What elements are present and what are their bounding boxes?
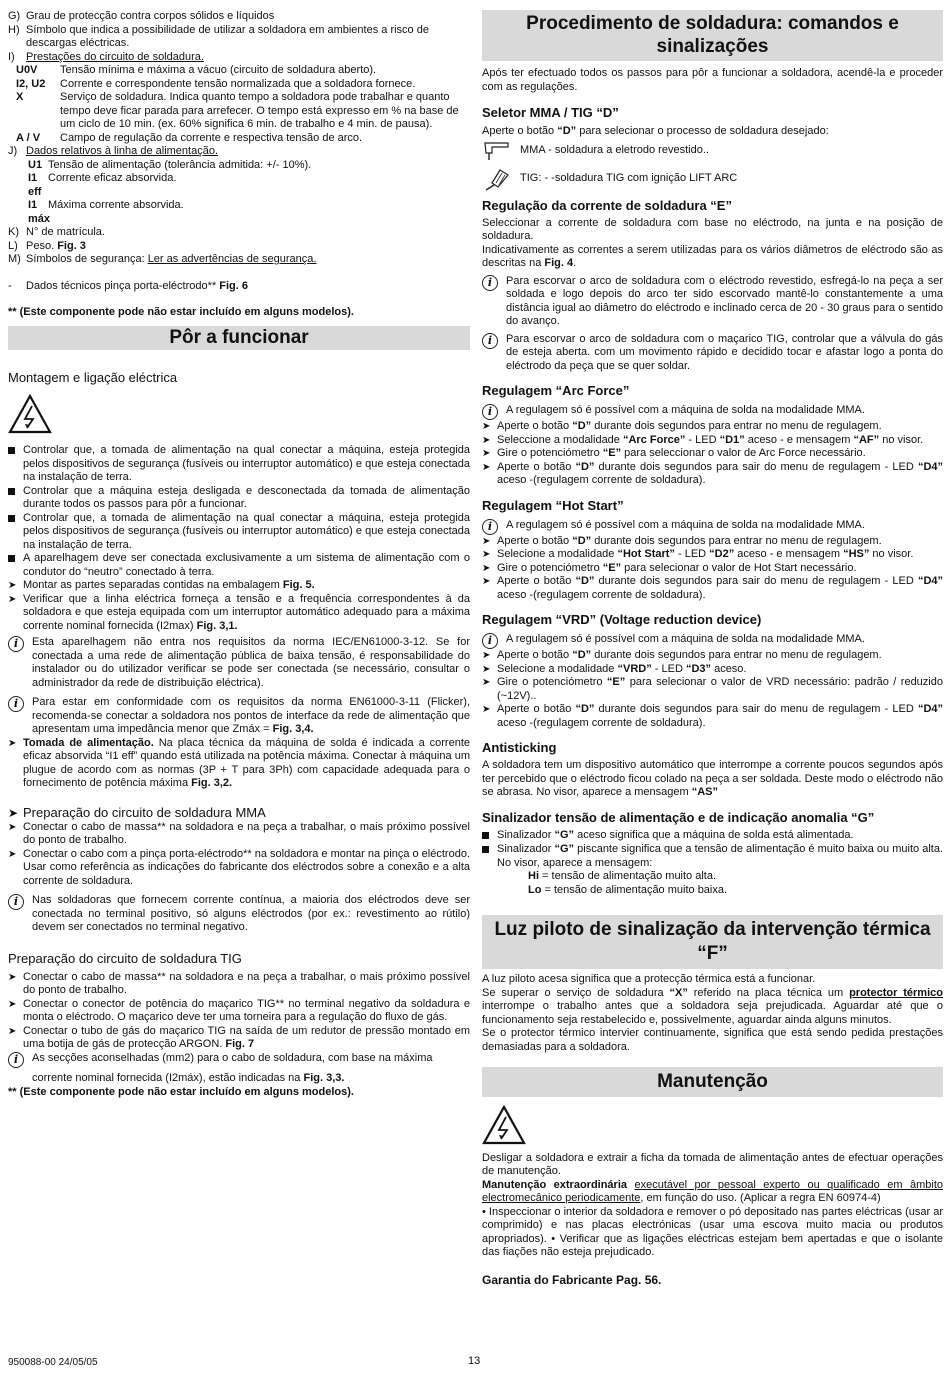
section-title-mma: ➤ Preparação do circuito de soldadura MMA bbox=[8, 804, 266, 820]
arc-force-steps bbox=[482, 420, 943, 488]
item-text bbox=[497, 663, 943, 677]
item-text bbox=[497, 829, 943, 844]
item-text bbox=[497, 434, 943, 448]
arrow-bullet-icon: ➤ bbox=[8, 821, 17, 833]
item-part: no visor. bbox=[869, 548, 914, 560]
info-note: i A regulagem só é possível com a máquina de solda na modalidade MMA. bbox=[482, 633, 943, 649]
banner-luz-piloto: Luz piloto de sinalização da intervenção térmica “F” bbox=[482, 915, 943, 969]
square-bullet-icon bbox=[8, 485, 23, 512]
spec-text: Tensão de alimentação (tolerância admitida: +/- 10%). bbox=[48, 158, 312, 171]
item-part: durante dois segundos para sair do menu de regulagem - LED bbox=[594, 703, 918, 715]
spec-text: Tensão mínima e máxima a vácuo (circuito de soldadura aberto). bbox=[60, 64, 377, 76]
item-part: aceso significa que a máquina de solda está alimentada. bbox=[574, 828, 854, 841]
item-part: no visor. bbox=[879, 433, 924, 446]
item-text bbox=[497, 535, 943, 549]
spec-text: Corrente eficaz absorvida. bbox=[48, 172, 177, 184]
info-icon: i bbox=[8, 636, 24, 652]
info-note: i A regulagem só é possível com a máquina de solda na modalidade MMA. bbox=[482, 519, 943, 535]
item-text bbox=[23, 1025, 470, 1052]
mma-list bbox=[8, 821, 470, 889]
page-number: 13 bbox=[468, 1355, 481, 1367]
intro-text: Após ter efectuado todos os passos para pôr a funcionar a soldadora, acendê-la e proceder com as regulações. bbox=[482, 67, 943, 93]
list-item bbox=[482, 575, 943, 602]
list-item bbox=[8, 1025, 470, 1052]
item-bold: “E” bbox=[606, 676, 626, 688]
item-bold: “D” bbox=[575, 703, 595, 715]
item-bold: “HS” bbox=[843, 548, 870, 560]
spec-key: L) bbox=[8, 239, 18, 252]
info-icon: i bbox=[482, 333, 498, 349]
spec-text: Peso. bbox=[26, 239, 55, 252]
seletor-text: Aperte o botão “D” para selecionar o processo de soldadura desejado: bbox=[482, 125, 829, 137]
list-item bbox=[8, 821, 470, 848]
checklist-square bbox=[8, 444, 470, 579]
left-column bbox=[8, 10, 470, 1099]
spec-value bbox=[26, 10, 470, 24]
square-bullet-icon bbox=[8, 552, 23, 579]
spec-link: Ler as advertências de segurança. bbox=[147, 253, 317, 265]
spec-row bbox=[8, 91, 470, 132]
info-icon: i bbox=[482, 275, 498, 291]
warning-triangle-icon bbox=[482, 1105, 943, 1150]
item-part: aceso - e mensagem bbox=[744, 433, 854, 446]
sinalizador-list bbox=[482, 829, 943, 871]
item-text bbox=[23, 971, 470, 998]
lo-line: Lo = tensão de alimentação muito baixa. bbox=[528, 883, 728, 896]
banner-manutencao: Manutenção bbox=[482, 1067, 943, 1097]
list-item bbox=[8, 485, 470, 512]
arrow-bullet-icon: ➤ bbox=[482, 421, 491, 432]
spec-key: X bbox=[16, 91, 24, 103]
item-text bbox=[23, 998, 470, 1025]
spec-row bbox=[8, 199, 470, 226]
spec-key: H) bbox=[8, 23, 20, 36]
mma-mode-row: MMA - soldadura a eletrodo revestido.. bbox=[482, 141, 943, 161]
list-item bbox=[8, 971, 470, 998]
item-part: durante dois segundos para entrar no menu de regulagem. bbox=[591, 534, 882, 547]
item-part: aceso. bbox=[711, 662, 747, 675]
item-part: para seleccionar o valor de Arc Force necessário. bbox=[621, 447, 866, 459]
item-part: aceso - e mensagem bbox=[734, 548, 844, 560]
item-part: durante dois segundos para entrar no menu de regulagem. bbox=[591, 649, 882, 661]
item-bold: “D” bbox=[572, 420, 592, 432]
section-title-arc-force: Regulagem “Arc Force” bbox=[482, 383, 630, 398]
square-bullet-icon bbox=[8, 444, 23, 485]
item-part: Aperte o botão bbox=[497, 534, 573, 547]
item-text bbox=[497, 447, 943, 461]
arrow-item-tomada: ➤ Tomada de alimentação. Na placa técnica da máquina de solda é indicada a corrente eficaz absorvida “I1 eff” quando está utilizada na potência máxima. Conectar à máquina um plugue de acordo com as normas (3P + T para 3Ph) com capacidade adequada para o fornecimento de potência máxima Fig. 3,2. bbox=[8, 736, 470, 789]
info-icon: i bbox=[8, 696, 24, 712]
item-text: Controlar que, a tomada de alimentação na qual conectar a máquina, esteja protegida pelos dispositivos de segurança (fusíveis ou interruptor automático) e que esteja conectada na instalação de terra. bbox=[23, 444, 470, 483]
spec-key: I2, U2 bbox=[16, 77, 46, 90]
item-part: Selecione a modalidade bbox=[497, 548, 618, 560]
arrow-bullet-icon: ➤ bbox=[482, 562, 491, 574]
item-bold: “D4” bbox=[917, 460, 943, 473]
item-part: aceso -(regulagem corrente de soldadura). bbox=[497, 716, 706, 729]
arrow-bullet-icon: ➤ bbox=[482, 677, 491, 688]
spec-value bbox=[26, 24, 470, 51]
info-note: i Esta aparelhagem não entra nos requisitos da norma IEC/EN61000-3-12. Se for conectada a uma rede de alimentação pública de baixa tensão, é responsabilidade do instalador ou do utilizador verificar se pode ser conectada (se necessário, consultar o administrador da rede de distribuição eléctrica). bbox=[8, 636, 470, 690]
item-bold: “Arc Force” bbox=[622, 433, 686, 446]
item-part: Conectar o tubo de gás do maçarico TIG na saída de um redutor de pressão montado em uma botija de gás de protecção ARGON. bbox=[23, 1024, 470, 1050]
item-part: Sinalizador bbox=[497, 828, 555, 841]
item-text: Controlar que a máquina esteja desligada e desconectada da tomada de alimentação durante todos os passos para pôr a funcionar. bbox=[23, 484, 470, 510]
item-text: Conectar o cabo com a pinça porta-eléctrodo** na soldadora e montar na pinça o eléctrodo. Usar como referência as indicações do fabricante dos eléctrodos sobre a conexão e a alta corrente de soldadura. bbox=[23, 847, 470, 887]
banner-por-a-funcionar: Pôr a funcionar bbox=[8, 326, 470, 350]
arrow-bullet-icon: ➤ bbox=[482, 461, 491, 473]
list-item bbox=[482, 649, 943, 663]
section-title-vrd: Regulagem “VRD” (Voltage reduction device) bbox=[482, 612, 762, 627]
spec-value bbox=[60, 132, 470, 146]
item-bold: “Hot Start” bbox=[617, 548, 675, 560]
spec-value bbox=[60, 91, 470, 132]
arrow-bullet-icon: ➤ bbox=[8, 998, 17, 1010]
item-part: Aperte o botão bbox=[497, 703, 576, 715]
item-bold: “D2” bbox=[709, 548, 735, 560]
man-p3: • Inspeccionar o interior da soldadora e remover o pó depositado nas partes eléctricas (usar ar comprimido) e nas placas electrónicas (usar uma escova muito macia ou produtos apropriados). • Verificar que as ligações eléctricas estejam bem apertadas e que o isolante das fiações não esteja prejudicado. bbox=[482, 1205, 943, 1258]
spec-value bbox=[60, 78, 470, 92]
square-bullet-icon bbox=[482, 843, 497, 870]
item-bold: “D1” bbox=[719, 433, 745, 446]
section-title-seletor: Seletor MMA / TIG “D” bbox=[482, 105, 619, 120]
item-text bbox=[497, 649, 943, 663]
spec-value bbox=[60, 64, 470, 78]
spec-fig: Fig. 3 bbox=[57, 239, 86, 252]
garantia: Garantia do Fabricante Pag. 56. bbox=[482, 1272, 662, 1287]
man-p2: Manutenção extraordinária executável por pessoal experto ou qualificado em âmbito electromecânico periodicamente, em função do uso. (Aplicar a regra EN 60974-4) bbox=[482, 1178, 944, 1204]
list-item bbox=[8, 444, 470, 485]
spec-value bbox=[26, 51, 470, 65]
square-bullet-icon bbox=[8, 512, 23, 553]
hot-start-steps bbox=[482, 535, 943, 603]
spec-row bbox=[8, 78, 470, 92]
info-icon: i bbox=[8, 894, 24, 910]
spec-row bbox=[8, 159, 470, 173]
spec-value bbox=[48, 199, 470, 226]
item-bold: “D” bbox=[572, 534, 592, 547]
arrow-bullet-icon: ➤ bbox=[482, 650, 491, 661]
spec-text: Campo de regulação da corrente e respectiva tensão de arco. bbox=[60, 131, 363, 144]
arrow-bullet-icon: ➤ bbox=[482, 663, 491, 675]
item-part: Gire o potenciómetro bbox=[497, 447, 603, 459]
info-note: i Nas soldadoras que fornecem corrente contínua, a maioria dos eléctrodos deve ser conectada no terminal positivo, só alguns eléctrodos (por ex.: revestimento ao rútilo) devem ser conectados no terminal negativo. bbox=[8, 894, 470, 935]
spec-text: Grau de protecção contra corpos sólidos e líquidos bbox=[26, 10, 275, 22]
section-title-montagem: Montagem e ligação eléctrica bbox=[8, 369, 178, 385]
item-bold: “D” bbox=[575, 575, 595, 587]
arrow-bullet-icon: ➤ bbox=[8, 593, 17, 605]
banner-procedimento: Procedimento de soldadura: comandos e sinalizações bbox=[482, 10, 943, 61]
list-item bbox=[8, 848, 470, 889]
arrow-bullet-icon: ➤ bbox=[482, 704, 491, 715]
item-fig: Fig. 7 bbox=[225, 1038, 255, 1050]
list-item bbox=[482, 420, 943, 434]
item-part: Aperte o botão bbox=[497, 460, 576, 473]
arrow-bullet-icon: ➤ bbox=[482, 576, 491, 587]
square-bullet-icon bbox=[482, 829, 497, 844]
arrow-bullet-icon: ➤ bbox=[8, 580, 17, 591]
spec-list-klm bbox=[8, 226, 470, 267]
item-part: Gire o potenciómetro bbox=[497, 561, 603, 574]
spec-key: K) bbox=[8, 226, 19, 238]
section-title-regulacao: Regulação da corrente de soldadura “E” bbox=[482, 197, 732, 213]
item-part: Selecione a modalidade bbox=[497, 662, 618, 675]
spec-list-i bbox=[8, 64, 470, 145]
spec-text: Símbolo que indica a possibilidade de utilizar a soldadora em ambientes a risco de descargas eléctricas. bbox=[26, 23, 429, 49]
item-text bbox=[497, 843, 943, 870]
section-title-sinalizador: Sinalizador tensão de alimentação e de indicação anomalia “G” bbox=[482, 809, 875, 825]
item-part: Conectar o cabo de massa** na soldadora e na peça a trabalhar, o mais próximo possível do ponto de trabalho. bbox=[23, 970, 470, 996]
item-part: durante dois segundos para sair do menu de regulagem - LED bbox=[594, 575, 918, 587]
section-title-antisticking: Antisticking bbox=[482, 740, 557, 755]
list-item bbox=[482, 562, 943, 576]
warning-triangle-icon bbox=[8, 394, 470, 439]
list-item bbox=[482, 829, 943, 844]
item-part: - LED bbox=[685, 433, 720, 446]
spec-row bbox=[8, 226, 470, 240]
spec-j: J) Dados relativos à linha de alimentação. bbox=[8, 145, 219, 157]
item-text bbox=[497, 548, 943, 562]
list-item bbox=[482, 703, 943, 730]
item-text: A aparelhagem deve ser conectada exclusivamente a um sistema de alimentação com o condutor do “neutro” conectado à terra. bbox=[23, 552, 470, 578]
list-item bbox=[482, 548, 943, 562]
item-part: piscante significa que a tensão de alimentação é muito baixa ou muito alta. No visor, aparece a mensagem: bbox=[497, 843, 943, 869]
list-item bbox=[482, 461, 943, 488]
spec-text: Símbolos de segurança: bbox=[26, 253, 148, 265]
item-bold: “D” bbox=[572, 649, 592, 661]
item-part: para selecionar o valor de VRD necessário: padrão / reduzido (~12V).. bbox=[497, 676, 943, 702]
reg-p2: Indicativamente as correntes a serem utilizadas para os vários diâmetros de eléctrodo são as descritas na Fig. 4. bbox=[482, 243, 943, 269]
item-text bbox=[497, 461, 943, 488]
item-part: Sinalizador bbox=[497, 843, 555, 855]
arrow-bullet-icon: ➤ bbox=[482, 448, 491, 459]
antisticking-text: A soldadora tem um dispositivo automático que interrompe a corrente poucos segundos após ter percebido que o eléctrodo ficou colado na peça a ser soldada. Deste modo o eléctrodo não se abrasa. No visor, aparece a mensagem “AS” bbox=[482, 759, 943, 798]
luz-p2: Se superar o serviço de soldadura “X” referido na placa técnica um protector térmico interrompe o trabalho antes que a soldadora seja prejudicada. Aguardar até que o funcionamento seja restabelecido e, possivelmente, aguardar ainda alguns minutos. bbox=[482, 986, 943, 1026]
arrow-bullet-icon: ➤ bbox=[8, 971, 17, 983]
tig-mode-row: TIG: - -soldadura TIG com ignição LIFT ARC bbox=[482, 167, 943, 191]
arrow-bullet-icon: ➤ bbox=[8, 848, 17, 860]
spec-text: N° de matrícula. bbox=[26, 226, 105, 238]
vrd-steps bbox=[482, 649, 943, 730]
spec-key: G) bbox=[8, 10, 21, 22]
arrow-bullet-icon: ➤ bbox=[8, 737, 17, 749]
spec-text: Serviço de soldadura. Indica quanto tempo a soldadora pode trabalhar e quanto tempo deve ficar parada para arrefecer. O tempo está expresso em % na base de um ciclo de 10 min. (ex. 60% significa 6 min. de trabalho e 4 min. de pausa). bbox=[60, 91, 459, 130]
component-note: ** (Este componente pode não estar incluído em alguns modelos). bbox=[8, 1085, 354, 1098]
item-text bbox=[497, 575, 943, 602]
spec-key: I) bbox=[8, 50, 15, 63]
item-part: para selecionar o valor de Hot Start necessário. bbox=[621, 561, 857, 574]
item-bold: “AF” bbox=[853, 433, 880, 446]
item-part: durante dois segundos para entrar no menu de regulagem. bbox=[591, 420, 882, 432]
item-part: - LED bbox=[674, 548, 710, 560]
spec-key: I1 eff bbox=[28, 172, 42, 198]
item-part: Conectar o conector de potência do maçarico TIG** no terminal negativo da soldadura e monta o eléctrodo. O maçarico deve ter uma torneira para a regulação do fluxo de gás. bbox=[23, 997, 470, 1023]
section-title-hot-start: Regulagem “Hot Start” bbox=[482, 497, 624, 513]
spec-value bbox=[26, 240, 470, 254]
arrow-bullet-icon: ➤ bbox=[482, 549, 491, 560]
section-title-tig: Preparação do circuito de soldadura TIG bbox=[8, 950, 242, 966]
tig-list bbox=[8, 971, 470, 1052]
info-note: i Para escorvar o arco de soldadura com o maçarico TIG, controlar que a válvula do gás de esteja aberta. com um movimento rápido e decidido tocar e afastar logo a ponta do eléctrodo da peça que se quer soldar. bbox=[482, 333, 943, 374]
item-bold: “D4” bbox=[917, 575, 943, 587]
item-bold: “E” bbox=[602, 447, 622, 459]
arrow-bullet-icon: ➤ bbox=[482, 434, 491, 446]
info-icon: i bbox=[482, 404, 498, 420]
spec-list-j bbox=[8, 159, 470, 227]
spec-text: Prestações do circuito de soldadura. bbox=[26, 50, 204, 63]
item-bold: “D4” bbox=[917, 703, 943, 715]
item-part: - LED bbox=[651, 662, 686, 675]
item-bold: “D” bbox=[575, 460, 595, 473]
reg-p1: Seleccionar a corrente de soldadura com base no eléctrodo, na junta e na posição de soldadura. bbox=[482, 216, 943, 242]
spec-row bbox=[8, 253, 470, 267]
dados-tecnicos-line: - Dados técnicos pinça porta-eléctrodo** Fig. 6 bbox=[8, 279, 248, 292]
arrow-item: ➤ Montar as partes separadas contidas na embalagem Fig. 5. bbox=[8, 579, 315, 591]
item-text: Controlar que, a tomada de alimentação na qual conectar a máquina, esteja protegida pelos dispositivos de segurança (fusíveis ou interruptor automático) e que esteja conectada na instalação de terra. bbox=[23, 511, 470, 551]
info-icon: i bbox=[8, 1052, 24, 1068]
spec-key: A / V bbox=[16, 131, 41, 144]
item-text: Conectar o cabo de massa** na soldadora e na peça a trabalhar, o mais próximo possível do ponto de trabalho. bbox=[23, 820, 470, 846]
item-text bbox=[497, 562, 943, 576]
electrode-holder-icon bbox=[482, 141, 512, 161]
item-part: Aperte o botão bbox=[497, 420, 573, 432]
luz-p3: Se o protector térmico intervier continuamente, significa que está sendo pedida prestações demasiadas para a soldadora. bbox=[482, 1027, 943, 1053]
item-part: Aperte o botão bbox=[497, 649, 573, 661]
spec-value bbox=[48, 172, 470, 199]
hi-line: Hi = tensão de alimentação muito alta. bbox=[528, 870, 717, 882]
item-bold: “G” bbox=[554, 843, 575, 855]
spec-key: M) bbox=[8, 253, 21, 265]
list-item bbox=[482, 535, 943, 549]
spec-list-ghi bbox=[8, 10, 470, 64]
list-item bbox=[482, 447, 943, 461]
spec-row bbox=[8, 10, 470, 24]
component-note: ** (Este componente pode não estar incluído em alguns modelos). bbox=[8, 306, 354, 318]
spec-row bbox=[8, 64, 470, 78]
item-bold: “G” bbox=[554, 828, 575, 841]
doc-code: 950088-00 24/05/05 bbox=[8, 1357, 98, 1368]
spec-value bbox=[26, 226, 470, 240]
tig-torch-icon bbox=[482, 167, 512, 191]
info-note: i A regulagem só é possível com a máquina de solda na modalidade MMA. bbox=[482, 404, 943, 420]
list-item bbox=[482, 663, 943, 677]
item-part: aceso -(regulagem corrente de soldadura). bbox=[497, 588, 706, 601]
list-item bbox=[8, 512, 470, 553]
arrow-bullet-icon: ➤ bbox=[482, 535, 491, 547]
item-part: Aperte o botão bbox=[497, 575, 576, 587]
info-note: i Para escorvar o arco de soldadura com o eléctrodo revestido, esfregá-lo na peça a ser soldada e logo depois do arco ter sido escorvado mantê-lo constantemente a uma distância igual ao diâmetro do eléctrodo e inclinado cerca de 20 - 30 graus para o sentido do avanço. bbox=[482, 275, 943, 329]
item-part: durante dois segundos para sair do menu de regulagem - LED bbox=[594, 460, 918, 473]
list-item bbox=[8, 998, 470, 1025]
spec-row bbox=[8, 51, 470, 65]
item-text bbox=[497, 676, 943, 703]
spec-key: U1 bbox=[28, 158, 43, 171]
arrow-bullet-icon: ➤ bbox=[8, 1025, 17, 1037]
spec-text: Corrente e correspondente tensão normalizada que a soldadora fornece. bbox=[60, 77, 416, 90]
item-text bbox=[497, 703, 943, 730]
arrow-bullet-icon: ➤ bbox=[8, 805, 19, 820]
info-note: i Para estar em conformidade com os requisitos da norma EN61000-3-11 (Flicker), recomenda-se conectar a soldadora nos pontos de interface da rede de alimentação que apresentam uma impedância menor que Zmáx = Fig. 3,4. bbox=[8, 696, 470, 737]
list-item bbox=[8, 552, 470, 579]
item-bold: “VRD” bbox=[617, 662, 652, 675]
spec-value bbox=[48, 159, 470, 173]
item-part: aceso -(regulagem corrente de soldadura). bbox=[497, 474, 706, 486]
spec-row bbox=[8, 132, 470, 146]
info-icon: i bbox=[482, 633, 498, 649]
list-item bbox=[482, 434, 943, 448]
spec-text: Máxima corrente absorvida. bbox=[48, 199, 184, 211]
luz-p1: A luz piloto acesa significa que a protecção térmica está a funcionar. bbox=[482, 973, 816, 985]
item-text bbox=[497, 420, 943, 434]
spec-key: I1 máx bbox=[28, 199, 51, 225]
info-icon: i bbox=[482, 519, 498, 535]
item-bold: “D3” bbox=[685, 662, 712, 675]
spec-value bbox=[26, 253, 470, 267]
spec-key: U0V bbox=[16, 64, 38, 76]
arrow-item: ➤ Verificar que a linha eléctrica forneça a tensão e a frequência correspondentes à da soldadora e que esteja equipada com um interruptor automático adequado para a máxima corrente nominal fornecida (I2max) Fig. 3,1. bbox=[8, 592, 470, 632]
spec-row bbox=[8, 24, 470, 51]
info-note: i As secções aconselhadas (mm2) para o cabo de soldadura, com base na máxima corrente nominal fornecida (I2máx), estão indicadas na Fig. 3,3. bbox=[8, 1052, 470, 1086]
man-p1: Desligar a soldadora e extrair a ficha da tomada de alimentação antes de efectuar operações de manutenção. bbox=[482, 1151, 943, 1177]
right-column bbox=[482, 10, 943, 1287]
list-item bbox=[482, 843, 943, 870]
list-item bbox=[482, 676, 943, 703]
spec-row bbox=[8, 172, 470, 199]
item-part: Seleccione a modalidade bbox=[497, 433, 623, 446]
item-bold: “E” bbox=[602, 561, 622, 574]
spec-row bbox=[8, 240, 470, 254]
item-part: Gire o potenciómetro bbox=[497, 676, 607, 688]
